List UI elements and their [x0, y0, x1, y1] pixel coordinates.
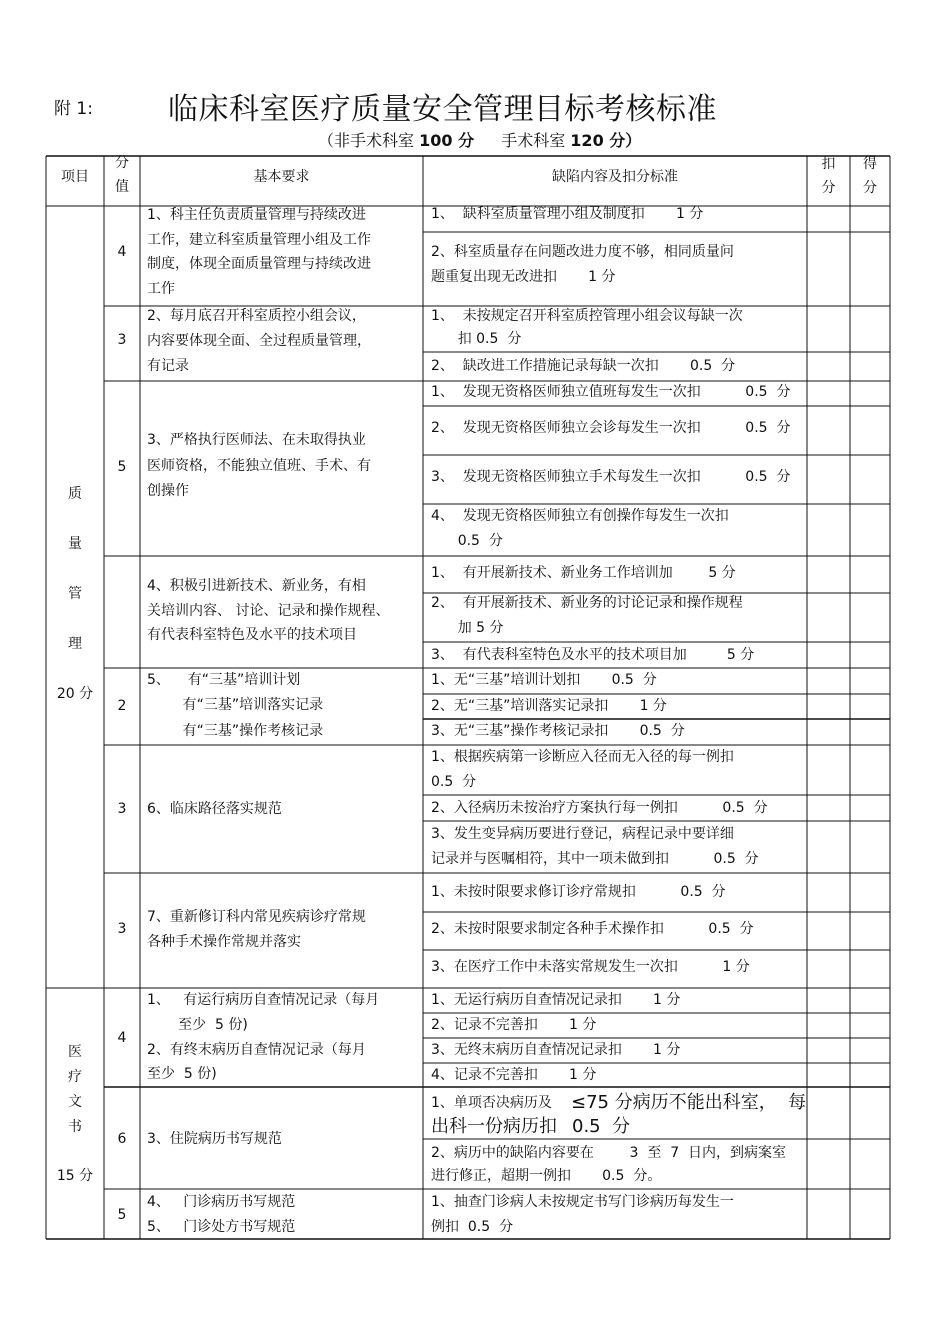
column-header-deduct-1: 扣	[821, 156, 836, 172]
requirement-line: 6、临床路径落实规范	[147, 801, 282, 817]
requirement-line: 有“三基”操作考核记录	[147, 723, 324, 739]
requirement-line: 2、有终末病历自查情况记录（每月	[147, 1042, 366, 1058]
requirement-line: 制度，体现全面质量管理与持续改进	[147, 256, 371, 272]
requirement-line: 各种手术操作常规并落实	[147, 934, 301, 950]
requirement-line: 1、 有运行病历自查情况记录（每月	[147, 992, 380, 1008]
requirement-line: 4、 门诊病历书写规范	[147, 1194, 296, 1210]
defect-line: 1、 发现无资格医师独立值班每发生一次扣 0.5 分	[431, 384, 791, 400]
column-header-score-1: 分	[115, 155, 129, 171]
column-header-deduct-2: 分	[821, 180, 836, 196]
group-score: 3	[117, 921, 127, 937]
defect-line: 1、 有开展新技术、新业务工作培训加 5 分	[431, 565, 736, 581]
defect-line: 2、 缺改进工作措施记录每缺一次扣 0.5 分	[431, 358, 736, 374]
group-score: 3	[117, 332, 127, 348]
defect-line: 2、病历中的缺陷内容要在 3 至 7 日内，到病案室	[431, 1145, 787, 1161]
defect-line: 3、无终末病历自查情况记录扣 1 分	[431, 1042, 681, 1058]
section-label-char: 书	[68, 1119, 82, 1135]
requirement-line: 有记录	[147, 358, 189, 374]
requirement-line: 3、住院病历书写规范	[147, 1131, 282, 1147]
attachment-label: 附 1:	[54, 99, 93, 119]
subtitle-surgical-label: 手术科室	[501, 131, 566, 150]
defect-line: 题重复出现无改进扣 1 分	[431, 269, 616, 285]
defect-line: 3、在医疗工作中未落实常规发生一次扣 1 分	[431, 959, 750, 975]
defect-line: 1、 缺科室质量管理小组及制度扣 1 分	[431, 206, 704, 222]
defect-line: 0.5 分	[431, 533, 503, 549]
requirement-line: 有代表科室特色及水平的技术项目	[147, 627, 357, 643]
group-score: 3	[117, 801, 127, 817]
group-score: 4	[117, 244, 127, 260]
defect-line: 2、记录不完善扣 1 分	[431, 1017, 597, 1033]
defect-line: 1、未按时限要求修订诊疗常规扣 0.5 分	[431, 884, 726, 900]
subtitle-nonsurgical-label: （非手术科室	[318, 131, 415, 150]
section-label-char: 疗	[68, 1069, 82, 1085]
subtitle-surgical-score: 120 分）	[570, 131, 642, 150]
group-score: 4	[117, 1030, 127, 1046]
defect-line: ≤75 分病历不能出科室， 每	[571, 1092, 807, 1113]
defect-line: 2、无“三基”培训落实记录扣 1 分	[431, 698, 667, 714]
defect-line: 3、无“三基”操作考核记录扣 0.5 分	[431, 723, 685, 739]
requirement-line: 关培训内容、 讨论、记录和操作规程、	[147, 603, 390, 619]
requirement-line: 创操作	[147, 483, 189, 499]
section-label-char: 质	[68, 486, 82, 502]
defect-line: 2、 有开展新技术、新业务的讨论记录和操作规程	[431, 595, 743, 611]
section-label-char: 文	[68, 1094, 82, 1110]
defect-line: 0.5 分	[572, 1116, 631, 1137]
requirement-line: 医师资格，不能独立值班、手术、有	[147, 458, 371, 474]
requirement-line: 3、严格执行医师法、在未取得执业	[147, 432, 366, 448]
section-label-char: 理	[68, 636, 82, 652]
defect-line: 加 5 分	[431, 620, 504, 636]
defect-line: 扣 0.5 分	[431, 331, 522, 347]
defect-line: 1、无“三基”培训计划扣 0.5 分	[431, 672, 657, 688]
requirement-line: 至少 5 份)	[147, 1066, 217, 1082]
subtitle-nonsurgical-score: 100 分	[419, 131, 475, 150]
requirement-line: 工作，建立科室质量管理小组及工作	[147, 232, 371, 248]
defect-line: 0.5 分	[431, 774, 477, 790]
requirement-line: 至少 5 份)	[147, 1017, 248, 1033]
requirement-line: 工作	[147, 281, 175, 297]
defect-line: 2、 发现无资格医师独立会诊每发生一次扣 0.5 分	[431, 420, 791, 436]
defect-line: 4、 发现无资格医师独立有创操作每发生一次扣	[431, 508, 729, 524]
column-header-score-2: 值	[115, 179, 129, 195]
defect-line: 记录并与医嘱相符，其中一项未做到扣 0.5 分	[431, 851, 759, 867]
section-score: 15 分	[56, 1168, 94, 1184]
defect-line: 2、入径病历未按治疗方案执行每一例扣 0.5 分	[431, 800, 768, 816]
section-label-char: 医	[68, 1044, 82, 1060]
requirement-line: 有“三基”培训落实记录	[147, 697, 324, 713]
defect-line: 进行修正，超期一例扣 0.5 分。	[431, 1168, 662, 1184]
group-score: 2	[117, 698, 127, 714]
defect-line: 2、未按时限要求制定各种手术操作扣 0.5 分	[431, 921, 754, 937]
defect-line: 1、无运行病历自查情况记录扣 1 分	[431, 992, 681, 1008]
defect-line: 3、 发现无资格医师独立手术每发生一次扣 0.5 分	[431, 469, 791, 485]
requirement-line: 5、 门诊处方书写规范	[147, 1219, 296, 1235]
defect-line: 1、抽查门诊病人未按规定书写门诊病历每发生一	[431, 1194, 734, 1210]
requirement-line: 5、 有“三基”培训计划	[147, 672, 301, 688]
section-label-char: 管	[68, 586, 82, 602]
group-score: 5	[117, 1207, 127, 1223]
requirement-line: 内容要体现全面、全过程质量管理，	[147, 333, 371, 349]
defect-line: 出科一份病历扣	[431, 1116, 557, 1137]
column-header-get-2: 分	[863, 180, 877, 196]
requirement-line: 1、科主任负责质量管理与持续改进	[147, 207, 366, 223]
defect-line: 1、根据疾病第一诊断应入径而无入径的每一例扣	[431, 749, 734, 765]
defect-line: 例扣 0.5 分	[431, 1219, 514, 1235]
group-score: 6	[117, 1131, 127, 1147]
defect-line: 3、 有代表科室特色及水平的技术项目加 5 分	[431, 647, 755, 663]
section-label-char: 量	[68, 536, 82, 552]
defect-line: 1、单项否决病历及	[431, 1095, 552, 1111]
defect-line: 2、科室质量存在问题改进力度不够，相同质量问	[431, 244, 734, 260]
column-header-item: 项目	[61, 169, 89, 185]
defect-line: 1、 未按规定召开科室质控管理小组会议每缺一次	[431, 308, 743, 324]
column-header-defect: 缺陷内容及扣分标准	[552, 169, 678, 185]
requirement-line: 7、重新修订科内常见疾病诊疗常规	[147, 909, 366, 925]
defect-line: 4、记录不完善扣 1 分	[431, 1067, 597, 1083]
column-header-requirement: 基本要求	[253, 169, 310, 185]
requirement-line: 2、每月底召开科室质控小组会议，	[147, 308, 366, 324]
defect-line: 3、发生变异病历要进行登记，病程记录中要详细	[431, 826, 734, 842]
group-score: 5	[117, 459, 127, 475]
page-title: 临床科室医疗质量安全管理目标考核标准	[168, 92, 717, 127]
requirement-line: 4、积极引进新技术、新业务，有相	[147, 578, 366, 594]
column-header-get-1: 得	[863, 156, 877, 172]
section-score: 20 分	[56, 686, 94, 702]
